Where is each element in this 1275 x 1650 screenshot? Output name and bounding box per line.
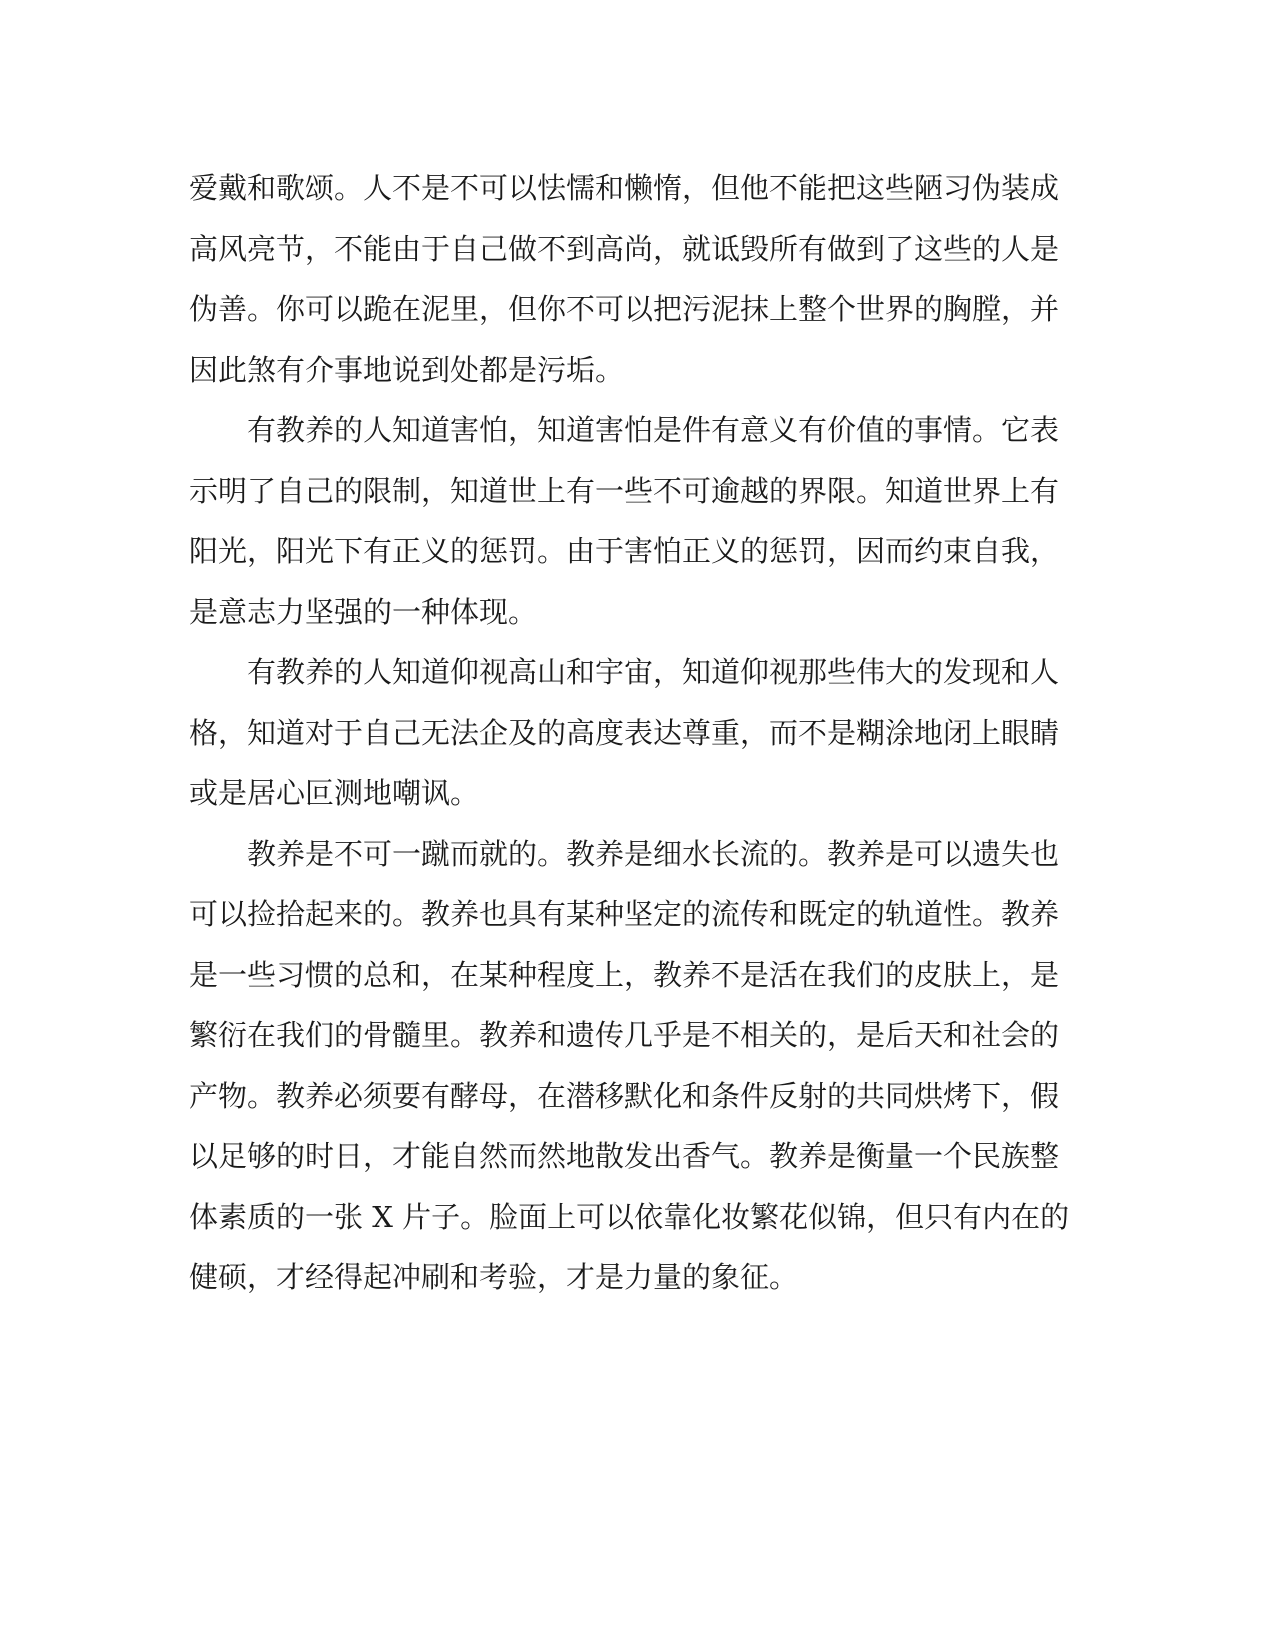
text-line: 示明了自己的限制，知道世上有一些不可逾越的界限。知道世界上有 <box>189 473 1060 508</box>
text-line: 繁衍在我们的骨髓里。教养和遗传几乎是不相关的，是后天和社会的 <box>189 1018 1060 1052</box>
text-line: 或是居心叵测地嘲讽。 <box>189 776 480 810</box>
text-line: 以足够的时日，才能自然而然地散发出香气。教养是衡量一个民族整 <box>189 1139 1060 1173</box>
text-line: 可以捡拾起来的。教养也具有某种坚定的流传和既定的轨道性。教养 <box>189 897 1060 931</box>
text-line: 产物。教养必须要有酵母，在潜移默化和条件反射的共同烘烤下，假 <box>189 1078 1060 1113</box>
text-line: 爱戴和歌颂。人不是不可以怯懦和懒惰，但他不能把这些陋习伪装成 <box>189 171 1060 205</box>
text-line: 阳光，阳光下有正义的惩罚。由于害怕正义的惩罚，因而约束自我， <box>189 534 1060 568</box>
text-line: 是一些习惯的总和，在某种程度上，教养不是活在我们的皮肤上，是 <box>189 957 1060 992</box>
text-line: 高风亮节，不能由于自己做不到高尚，就诋毁所有做到了这些的人是 <box>189 231 1060 266</box>
text-line: 有教养的人知道害怕，知道害怕是件有意义有价值的事情。它表 <box>189 413 1060 447</box>
text-line: 格，知道对于自己无法企及的高度表达尊重，而不是糊涂地闭上眼睛 <box>189 715 1060 750</box>
text-line: 有教养的人知道仰视高山和宇宙，知道仰视那些伟大的发现和人 <box>189 655 1060 689</box>
text-line: 因此煞有介事地说到处都是污垢。 <box>189 352 625 387</box>
text-line: 是意志力坚强的一种体现。 <box>189 594 538 629</box>
text-line: 体素质的一张 X 片子。脸面上可以依靠化妆繁花似锦，但只有内在的 <box>189 1199 1070 1234</box>
text-line: 教养是不可一蹴而就的。教养是细水长流的。教养是可以遗失也 <box>189 836 1060 871</box>
text-line: 伪善。你可以跪在泥里，但你不可以把污泥抹上整个世界的胸膛，并 <box>189 292 1060 326</box>
body-text <box>189 158 1079 1308</box>
text-line: 健硕，才经得起冲刷和考验，才是力量的象征。 <box>189 1260 799 1294</box>
